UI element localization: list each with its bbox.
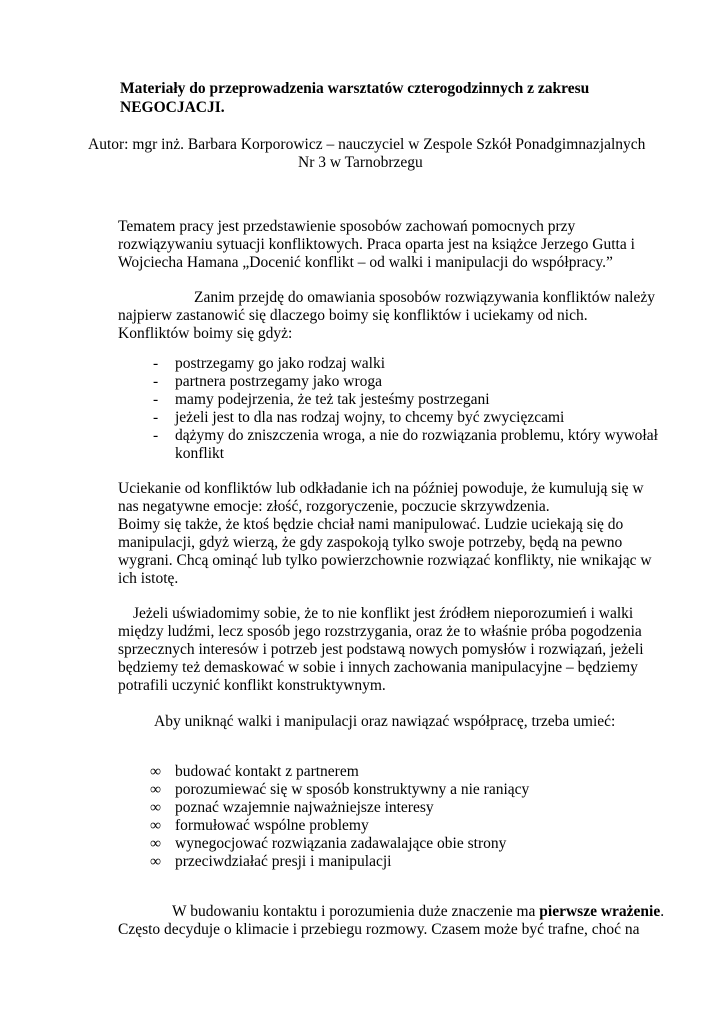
para6-line-1	[172, 903, 664, 921]
list-item: jeżeli jest to dla nas rodzaj wojny, to chcemy być zwycięzcami	[175, 409, 565, 426]
infinity-bullet-icon: ∞	[150, 763, 162, 780]
para6-line-2: Często decyduje o klimacie i przebiegu rozmowy. Czasem może być trafne, choć na	[118, 921, 640, 938]
list-item: przeciwdziałać presji i manipulacji	[175, 853, 392, 870]
list-item: mamy podejrzenia, że też tak jesteśmy postrzegani	[175, 391, 490, 408]
list-item: poznać wzajemnie najważniejsze interesy	[175, 799, 434, 816]
list-marker: -	[153, 355, 159, 372]
list-item: partnera postrzegamy jako wroga	[175, 373, 383, 390]
para4-line-3: sprzecznych interesów i potrzeb jest podstawą nowych pomysłów i rozwiązań, jeżeli	[118, 641, 644, 658]
intro-line-1: Tematem pracy jest przedstawienie sposobów zachowań pomocnych przy	[118, 218, 576, 235]
infinity-bullet-icon: ∞	[150, 799, 162, 816]
list-item: formułować wspólne problemy	[175, 817, 369, 834]
infinity-bullet-icon: ∞	[150, 853, 162, 870]
list-item-continuation: konflikt	[175, 445, 225, 462]
para4-line-4: będziemy też demaskować w sobie i innych zachowania manipulacyjne – będziemy	[118, 659, 638, 676]
infinity-bullet-icon: ∞	[150, 781, 162, 798]
intro-line-3: Wojciecha Hamana „Docenić konflikt – od walki i manipulacji do współpracy.”	[118, 254, 613, 271]
para4-line-2: między ludźmi, lecz sposób jego rozstrzygania, oraz że to właśnie próba pogodzenia	[118, 623, 642, 640]
emphasis-text: pierwsze wrażenie	[539, 903, 661, 920]
list-marker: -	[153, 409, 159, 426]
infinity-bullet-icon: ∞	[150, 817, 162, 834]
para6-text: W budowaniu kontaktu i porozumienia duże znaczenie ma	[172, 903, 540, 920]
para5-line-1: Aby uniknąć walki i manipulacji oraz nawiązać współpracę, trzeba umieć:	[154, 713, 616, 730]
list-item: porozumiewać się w sposób konstruktywny a nie raniący	[175, 781, 530, 798]
para3-line-3: Boimy się także, że ktoś będzie chciał nami manipulować. Ludzie uciekają się do	[118, 516, 624, 533]
list-marker: -	[153, 391, 159, 408]
list-item: postrzegamy go jako rodzaj walki	[175, 355, 386, 372]
para4-line-1: Jeżeli uświadomimy sobie, że to nie konflikt jest źródłem nieporozumień i walki	[133, 605, 634, 622]
para2-line-1: Zanim przejdę do omawiania sposobów rozwiązywania konfliktów należy	[194, 289, 655, 306]
author-line-1: Autor: mgr inż. Barbara Korporowicz – nauczyciel w Zespole Szkół Ponadgimnazjalnych	[88, 136, 646, 153]
para3-line-2: nas negatywne emocje: złość, rozgoryczenie, poczucie skrzywdzenia.	[118, 498, 550, 515]
list-marker: -	[153, 373, 159, 390]
para6-period: .	[660, 903, 665, 920]
para3-line-6: ich istotę.	[118, 570, 179, 587]
list-item: budować kontakt z partnerem	[175, 763, 359, 780]
list-marker: -	[153, 427, 159, 444]
para3-line-5: wygrani. Chcą ominąć lub tylko powierzchownie rozwiązać konflikty, nie wnikając w	[118, 552, 652, 569]
author-line-2: Nr 3 w Tarnobrzegu	[298, 154, 423, 171]
para3-line-4: manipulacji, gdyż wierzą, że gdy zaspokoją tylko swoje potrzeby, będą na pewno	[118, 534, 623, 551]
title-line-2: NEGOCJACJI.	[120, 99, 225, 116]
title-line-1: Materiały do przeprowadzenia warsztatów czterogodzinnych z zakresu	[120, 80, 590, 97]
list-item: wynegocjować rozwiązania zadawalające obie strony	[175, 835, 507, 852]
infinity-bullet-icon: ∞	[150, 835, 162, 852]
intro-line-2: rozwiązywaniu sytuacji konfliktowych. Praca oparta jest na książce Jerzego Gutta i	[118, 236, 635, 253]
para2-line-3: Konfliktów boimy się gdyż:	[118, 325, 293, 342]
para3-line-1: Uciekanie od konfliktów lub odkładanie ich na później powoduje, że kumulują się w	[118, 480, 644, 497]
para4-line-5: potrafili uczynić konflikt konstruktywnym.	[118, 677, 386, 694]
para2-line-2: najpierw zastanowić się dlaczego boimy się konfliktów i uciekamy od nich.	[118, 307, 588, 324]
list-item: dążymy do zniszczenia wroga, a nie do rozwiązania problemu, który wywołał	[175, 427, 658, 444]
